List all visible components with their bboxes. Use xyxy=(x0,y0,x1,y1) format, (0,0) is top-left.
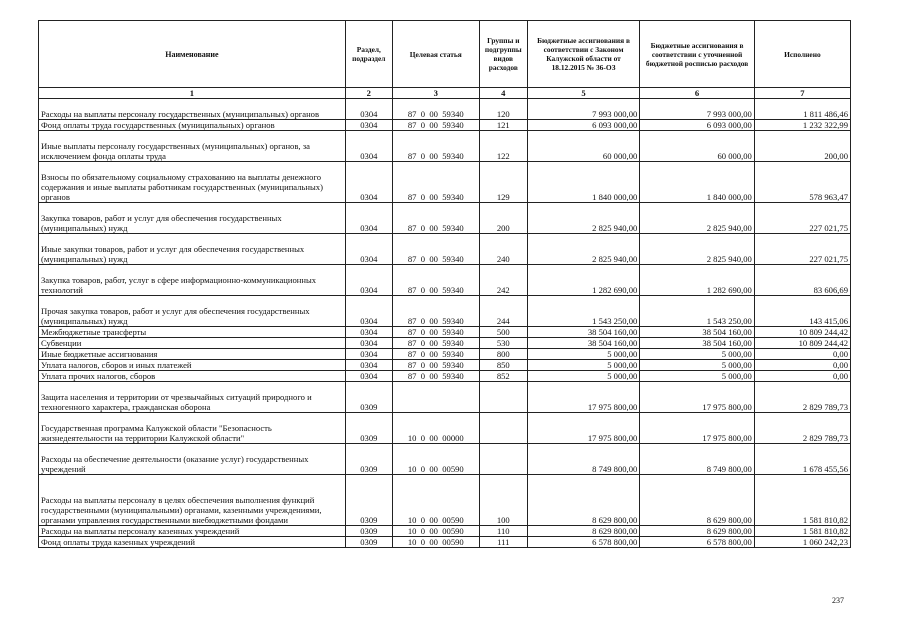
row-budget-refined: 5 000,00 xyxy=(640,360,755,371)
row-budget-law: 17 975 800,00 xyxy=(527,382,639,413)
row-budget-refined: 60 000,00 xyxy=(640,131,755,162)
row-budget-refined: 7 993 000,00 xyxy=(640,99,755,120)
row-section: 0304 xyxy=(345,349,392,360)
row-section: 0309 xyxy=(345,382,392,413)
row-section: 0309 xyxy=(345,413,392,444)
row-name: Межбюджетные трансферты xyxy=(39,327,346,338)
row-executed: 1 232 322,99 xyxy=(754,120,850,131)
table-row xyxy=(39,203,851,234)
row-executed: 1 811 486,46 xyxy=(754,99,850,120)
row-budget-law: 5 000,00 xyxy=(527,371,639,382)
table-row xyxy=(39,131,851,162)
row-name: Расходы на выплаты персоналу государственных (муниципальных) органов xyxy=(39,99,346,120)
table-row xyxy=(39,234,851,265)
row-name: Иные выплаты персоналу государственных (муниципальных) органов, за исключением фонда оплаты труда xyxy=(39,131,346,162)
row-name: Прочая закупка товаров, работ и услуг для обеспечения государственных (муниципальных) нужд xyxy=(39,296,346,327)
row-group: 110 xyxy=(479,526,527,537)
row-article: 87 0 00 59340 xyxy=(392,203,479,234)
row-budget-law: 17 975 800,00 xyxy=(527,413,639,444)
row-executed: 83 606,69 xyxy=(754,265,850,296)
column-number: 5 xyxy=(527,88,639,99)
table-row xyxy=(39,338,851,349)
table-row xyxy=(39,296,851,327)
row-section: 0304 xyxy=(345,203,392,234)
table-row xyxy=(39,526,851,537)
row-budget-refined: 5 000,00 xyxy=(640,349,755,360)
row-budget-refined: 1 282 690,00 xyxy=(640,265,755,296)
row-budget-law: 38 504 160,00 xyxy=(527,338,639,349)
row-executed: 1 581 810,82 xyxy=(754,475,850,526)
row-group: 100 xyxy=(479,475,527,526)
row-section: 0304 xyxy=(345,234,392,265)
row-section: 0309 xyxy=(345,526,392,537)
row-article: 87 0 00 59340 xyxy=(392,99,479,120)
row-group: 122 xyxy=(479,131,527,162)
row-budget-law: 8 629 800,00 xyxy=(527,475,639,526)
table-row xyxy=(39,475,851,526)
row-section: 0304 xyxy=(345,360,392,371)
row-budget-law: 1 282 690,00 xyxy=(527,265,639,296)
row-article xyxy=(392,382,479,413)
row-group: 500 xyxy=(479,327,527,338)
row-name: Расходы на выплаты персоналу казенных учреждений xyxy=(39,526,346,537)
row-group: 242 xyxy=(479,265,527,296)
row-budget-law: 38 504 160,00 xyxy=(527,327,639,338)
row-article: 10 0 00 00000 xyxy=(392,413,479,444)
row-article: 87 0 00 59340 xyxy=(392,327,479,338)
budget-table xyxy=(38,20,851,548)
row-article: 10 0 00 00590 xyxy=(392,537,479,548)
table-row xyxy=(39,413,851,444)
row-section: 0304 xyxy=(345,296,392,327)
header-executed: Исполнено xyxy=(754,21,850,88)
row-budget-law: 60 000,00 xyxy=(527,131,639,162)
row-article: 87 0 00 59340 xyxy=(392,162,479,203)
row-budget-law: 8 629 800,00 xyxy=(527,526,639,537)
row-article: 87 0 00 59340 xyxy=(392,360,479,371)
header-article: Целевая статья xyxy=(392,21,479,88)
row-section: 0304 xyxy=(345,162,392,203)
row-executed: 227 021,75 xyxy=(754,234,850,265)
row-article: 87 0 00 59340 xyxy=(392,296,479,327)
row-executed: 1 060 242,23 xyxy=(754,537,850,548)
row-section: 0304 xyxy=(345,120,392,131)
row-name: Закупка товаров, работ и услуг для обеспечения государственных (муниципальных) нужд xyxy=(39,203,346,234)
row-group: 111 xyxy=(479,537,527,548)
column-number: 3 xyxy=(392,88,479,99)
column-number: 7 xyxy=(754,88,850,99)
row-group xyxy=(479,413,527,444)
row-budget-refined: 6 093 000,00 xyxy=(640,120,755,131)
row-section: 0304 xyxy=(345,99,392,120)
row-section: 0304 xyxy=(345,265,392,296)
row-budget-refined: 38 504 160,00 xyxy=(640,338,755,349)
row-section: 0309 xyxy=(345,537,392,548)
row-budget-refined: 17 975 800,00 xyxy=(640,413,755,444)
row-name: Расходы на обеспечение деятельности (оказание услуг) государственных учреждений xyxy=(39,444,346,475)
row-section: 0304 xyxy=(345,338,392,349)
row-section: 0304 xyxy=(345,131,392,162)
row-executed: 2 829 789,73 xyxy=(754,413,850,444)
row-executed: 1 581 810,82 xyxy=(754,526,850,537)
row-article: 87 0 00 59340 xyxy=(392,234,479,265)
row-budget-law: 5 000,00 xyxy=(527,360,639,371)
table-row xyxy=(39,382,851,413)
header-name: Наименование xyxy=(39,21,346,88)
row-budget-law: 1 840 000,00 xyxy=(527,162,639,203)
row-budget-refined: 17 975 800,00 xyxy=(640,382,755,413)
page-number: 237 xyxy=(832,596,844,605)
row-group: 121 xyxy=(479,120,527,131)
header-group: Группы и подгруппы видов расходов xyxy=(479,21,527,88)
row-article: 87 0 00 59340 xyxy=(392,349,479,360)
row-article: 87 0 00 59340 xyxy=(392,131,479,162)
row-name: Уплата налогов, сборов и иных платежей xyxy=(39,360,346,371)
row-executed: 10 809 244,42 xyxy=(754,327,850,338)
row-group: 129 xyxy=(479,162,527,203)
table-row xyxy=(39,162,851,203)
column-number: 1 xyxy=(39,88,346,99)
header-budget-law: Бюджетные ассигнования в соответствии с Законом Калужской области от 18.12.2015 № 36-ОЗ xyxy=(527,21,639,88)
column-number: 4 xyxy=(479,88,527,99)
row-name: Закупка товаров, работ, услуг в сфере информационно-коммуникационных технологий xyxy=(39,265,346,296)
row-budget-refined: 2 825 940,00 xyxy=(640,203,755,234)
table-row xyxy=(39,371,851,382)
row-group: 120 xyxy=(479,99,527,120)
row-section: 0304 xyxy=(345,371,392,382)
row-group: 800 xyxy=(479,349,527,360)
row-group: 852 xyxy=(479,371,527,382)
header-budget-refined: Бюджетные ассигнования в соответствии с уточненной бюджетной росписью расходов xyxy=(640,21,755,88)
row-name: Уплата прочих налогов, сборов xyxy=(39,371,346,382)
row-section: 0304 xyxy=(345,327,392,338)
row-article: 10 0 00 00590 xyxy=(392,526,479,537)
row-executed: 0,00 xyxy=(754,360,850,371)
row-name: Фонд оплаты труда казенных учреждений xyxy=(39,537,346,548)
row-budget-refined: 38 504 160,00 xyxy=(640,327,755,338)
row-name: Расходы на выплаты персоналу в целях обеспечения выполнения функций государственными (муниципальными) органами, казенными учреждениями, органами управления государственными внебюджетными фондами xyxy=(39,475,346,526)
row-name: Фонд оплаты труда государственных (муниципальных) органов xyxy=(39,120,346,131)
table-row xyxy=(39,265,851,296)
row-article: 87 0 00 59340 xyxy=(392,338,479,349)
row-budget-law: 5 000,00 xyxy=(527,349,639,360)
row-budget-law: 8 749 800,00 xyxy=(527,444,639,475)
row-name: Субвенции xyxy=(39,338,346,349)
header-section: Раздел, подраздел xyxy=(345,21,392,88)
table-row xyxy=(39,349,851,360)
row-section: 0309 xyxy=(345,475,392,526)
row-executed: 1 678 455,56 xyxy=(754,444,850,475)
row-section: 0309 xyxy=(345,444,392,475)
row-budget-refined: 1 543 250,00 xyxy=(640,296,755,327)
row-budget-refined: 8 749 800,00 xyxy=(640,444,755,475)
row-group: 530 xyxy=(479,338,527,349)
row-budget-law: 2 825 940,00 xyxy=(527,203,639,234)
row-name: Иные закупки товаров, работ и услуг для обеспечения государственных (муниципальных) нужд xyxy=(39,234,346,265)
row-name: Иные бюджетные ассигнования xyxy=(39,349,346,360)
table-row xyxy=(39,120,851,131)
row-name: Защита населения и территории от чрезвычайных ситуаций природного и техногенного характера, гражданская оборона xyxy=(39,382,346,413)
table-row xyxy=(39,444,851,475)
row-executed: 0,00 xyxy=(754,349,850,360)
row-group xyxy=(479,444,527,475)
row-executed: 10 809 244,42 xyxy=(754,338,850,349)
row-executed: 2 829 789,73 xyxy=(754,382,850,413)
row-group: 244 xyxy=(479,296,527,327)
table-body xyxy=(39,99,851,548)
column-number-row xyxy=(39,88,851,99)
row-article: 10 0 00 00590 xyxy=(392,444,479,475)
row-budget-refined: 6 578 800,00 xyxy=(640,537,755,548)
table-row xyxy=(39,99,851,120)
table-row xyxy=(39,327,851,338)
table-header xyxy=(39,21,851,99)
row-executed: 0,00 xyxy=(754,371,850,382)
row-group: 850 xyxy=(479,360,527,371)
row-article: 10 0 00 00590 xyxy=(392,475,479,526)
row-executed: 227 021,75 xyxy=(754,203,850,234)
row-budget-law: 1 543 250,00 xyxy=(527,296,639,327)
table-row xyxy=(39,360,851,371)
table-row xyxy=(39,537,851,548)
row-budget-law: 6 578 800,00 xyxy=(527,537,639,548)
row-budget-law: 6 093 000,00 xyxy=(527,120,639,131)
column-number: 6 xyxy=(640,88,755,99)
row-group: 240 xyxy=(479,234,527,265)
row-article: 87 0 00 59340 xyxy=(392,120,479,131)
row-budget-refined: 8 629 800,00 xyxy=(640,475,755,526)
row-executed: 578 963,47 xyxy=(754,162,850,203)
row-article: 87 0 00 59340 xyxy=(392,265,479,296)
row-budget-refined: 1 840 000,00 xyxy=(640,162,755,203)
row-group: 200 xyxy=(479,203,527,234)
row-name: Взносы по обязательному социальному страхованию на выплаты денежного содержания и иные выплаты работникам государственных (муниципальных) органов xyxy=(39,162,346,203)
row-budget-law: 7 993 000,00 xyxy=(527,99,639,120)
row-executed: 200,00 xyxy=(754,131,850,162)
row-name: Государственная программа Калужской области "Безопасность жизнедеятельности на территории Калужской области" xyxy=(39,413,346,444)
row-budget-law: 2 825 940,00 xyxy=(527,234,639,265)
row-group xyxy=(479,382,527,413)
row-budget-refined: 2 825 940,00 xyxy=(640,234,755,265)
row-article: 87 0 00 59340 xyxy=(392,371,479,382)
row-budget-refined: 5 000,00 xyxy=(640,371,755,382)
row-executed: 143 415,06 xyxy=(754,296,850,327)
row-budget-refined: 8 629 800,00 xyxy=(640,526,755,537)
column-number: 2 xyxy=(345,88,392,99)
